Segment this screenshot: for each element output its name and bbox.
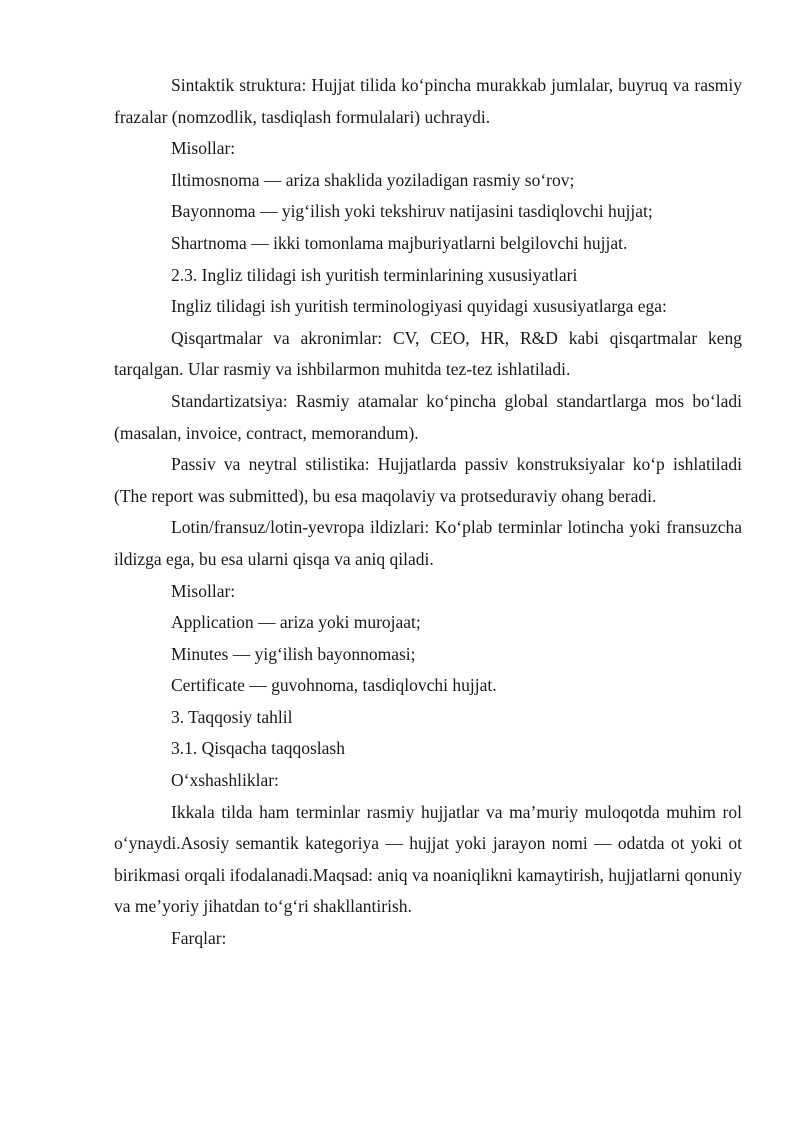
paragraph-example-certificate: Certificate — guvohnoma, tasdiqlovchi hujjat. (171, 675, 497, 696)
paragraph-syntactic-structure: Sintaktik struktura: Hujjat tilida ko‘pincha murakkab jumlalar, buyruq va rasmiy frazalar (nomzodlik, tasdiqlash formulalari) uchraydi. (114, 75, 742, 127)
paragraph-latin-french-roots: Lotin/fransuz/lotin-yevropa ildizlari: Ko‘plab terminlar lotincha yoki fransuzcha ildizga ega, bu esa ularni qisqa va aniq qiladi. (114, 517, 742, 569)
paragraph-similarities: Ikkala tilda ham terminlar rasmiy hujjatlar va ma’muriy muloqotda muhim rol o‘ynaydi.Asosiy semantik kategoriya — hujjat yoki jarayon nomi — odatda ot yoki ot birikmasi orqali ifodalanadi.Maqsad: aniq va noaniqlikni kamaytirish, hujjatlarni qonuniy va me’yoriy jihatdan to‘g‘ri shakllantirish. (114, 801, 742, 917)
section-heading-3: 3. Taqqosiy tahlil (171, 706, 293, 727)
paragraph-standardization: Standartizatsiya: Rasmiy atamalar ko‘pincha global standartlarga mos bo‘ladi (masalan, invoice, contract, memorandum). (114, 390, 742, 443)
paragraph-example-minutes: Minutes — yig‘ilish bayonnomasi; (171, 643, 416, 664)
paragraph-example-iltimosnoma: Iltimosnoma — ariza shaklida yoziladigan rasmiy so‘rov; (171, 169, 575, 190)
paragraph-example-application: Application — ariza yoki murojaat; (171, 612, 421, 633)
paragraph-examples-heading-2: Misollar: (171, 580, 236, 601)
paragraph-passive-style: Passiv va neytral stilistika: Hujjatlarda passiv konstruksiyalar ko‘p ishlatiladi (The report was submitted), bu esa maqolaviy va protseduraviy ohang beradi. (114, 454, 742, 506)
paragraph-abbreviations: Qisqartmalar va akronimlar: CV, CEO, HR, R&D kabi qisqartmalar keng tarqalgan. Ular rasmiy va ishbilarmon muhitda tez-tez ishlatiladi. (114, 327, 742, 380)
section-heading-3-1: 3.1. Qisqacha taqqoslash (171, 738, 345, 759)
paragraph-examples-heading: Misollar: (171, 138, 236, 159)
paragraph-example-bayonnoma: Bayonnoma — yig‘ilish yoki tekshiruv natijasini tasdiqlovchi hujjat; (171, 201, 653, 222)
section-heading-2-3: 2.3. Ingliz tilidagi ish yuritish terminlarining xususiyatlari (171, 264, 578, 285)
paragraph-example-shartnoma: Shartnoma — ikki tomonlama majburiyatlarni belgilovchi hujjat. (171, 232, 628, 253)
paragraph-english-terminology-intro: Ingliz tilidagi ish yuritish terminologiyasi quyidagi xususiyatlarga ega: (171, 296, 667, 317)
document-page (114, 70, 742, 955)
paragraph-differences-heading: Farqlar: (171, 928, 227, 949)
paragraph-similarities-heading: O‘xshashliklar: (171, 770, 279, 791)
